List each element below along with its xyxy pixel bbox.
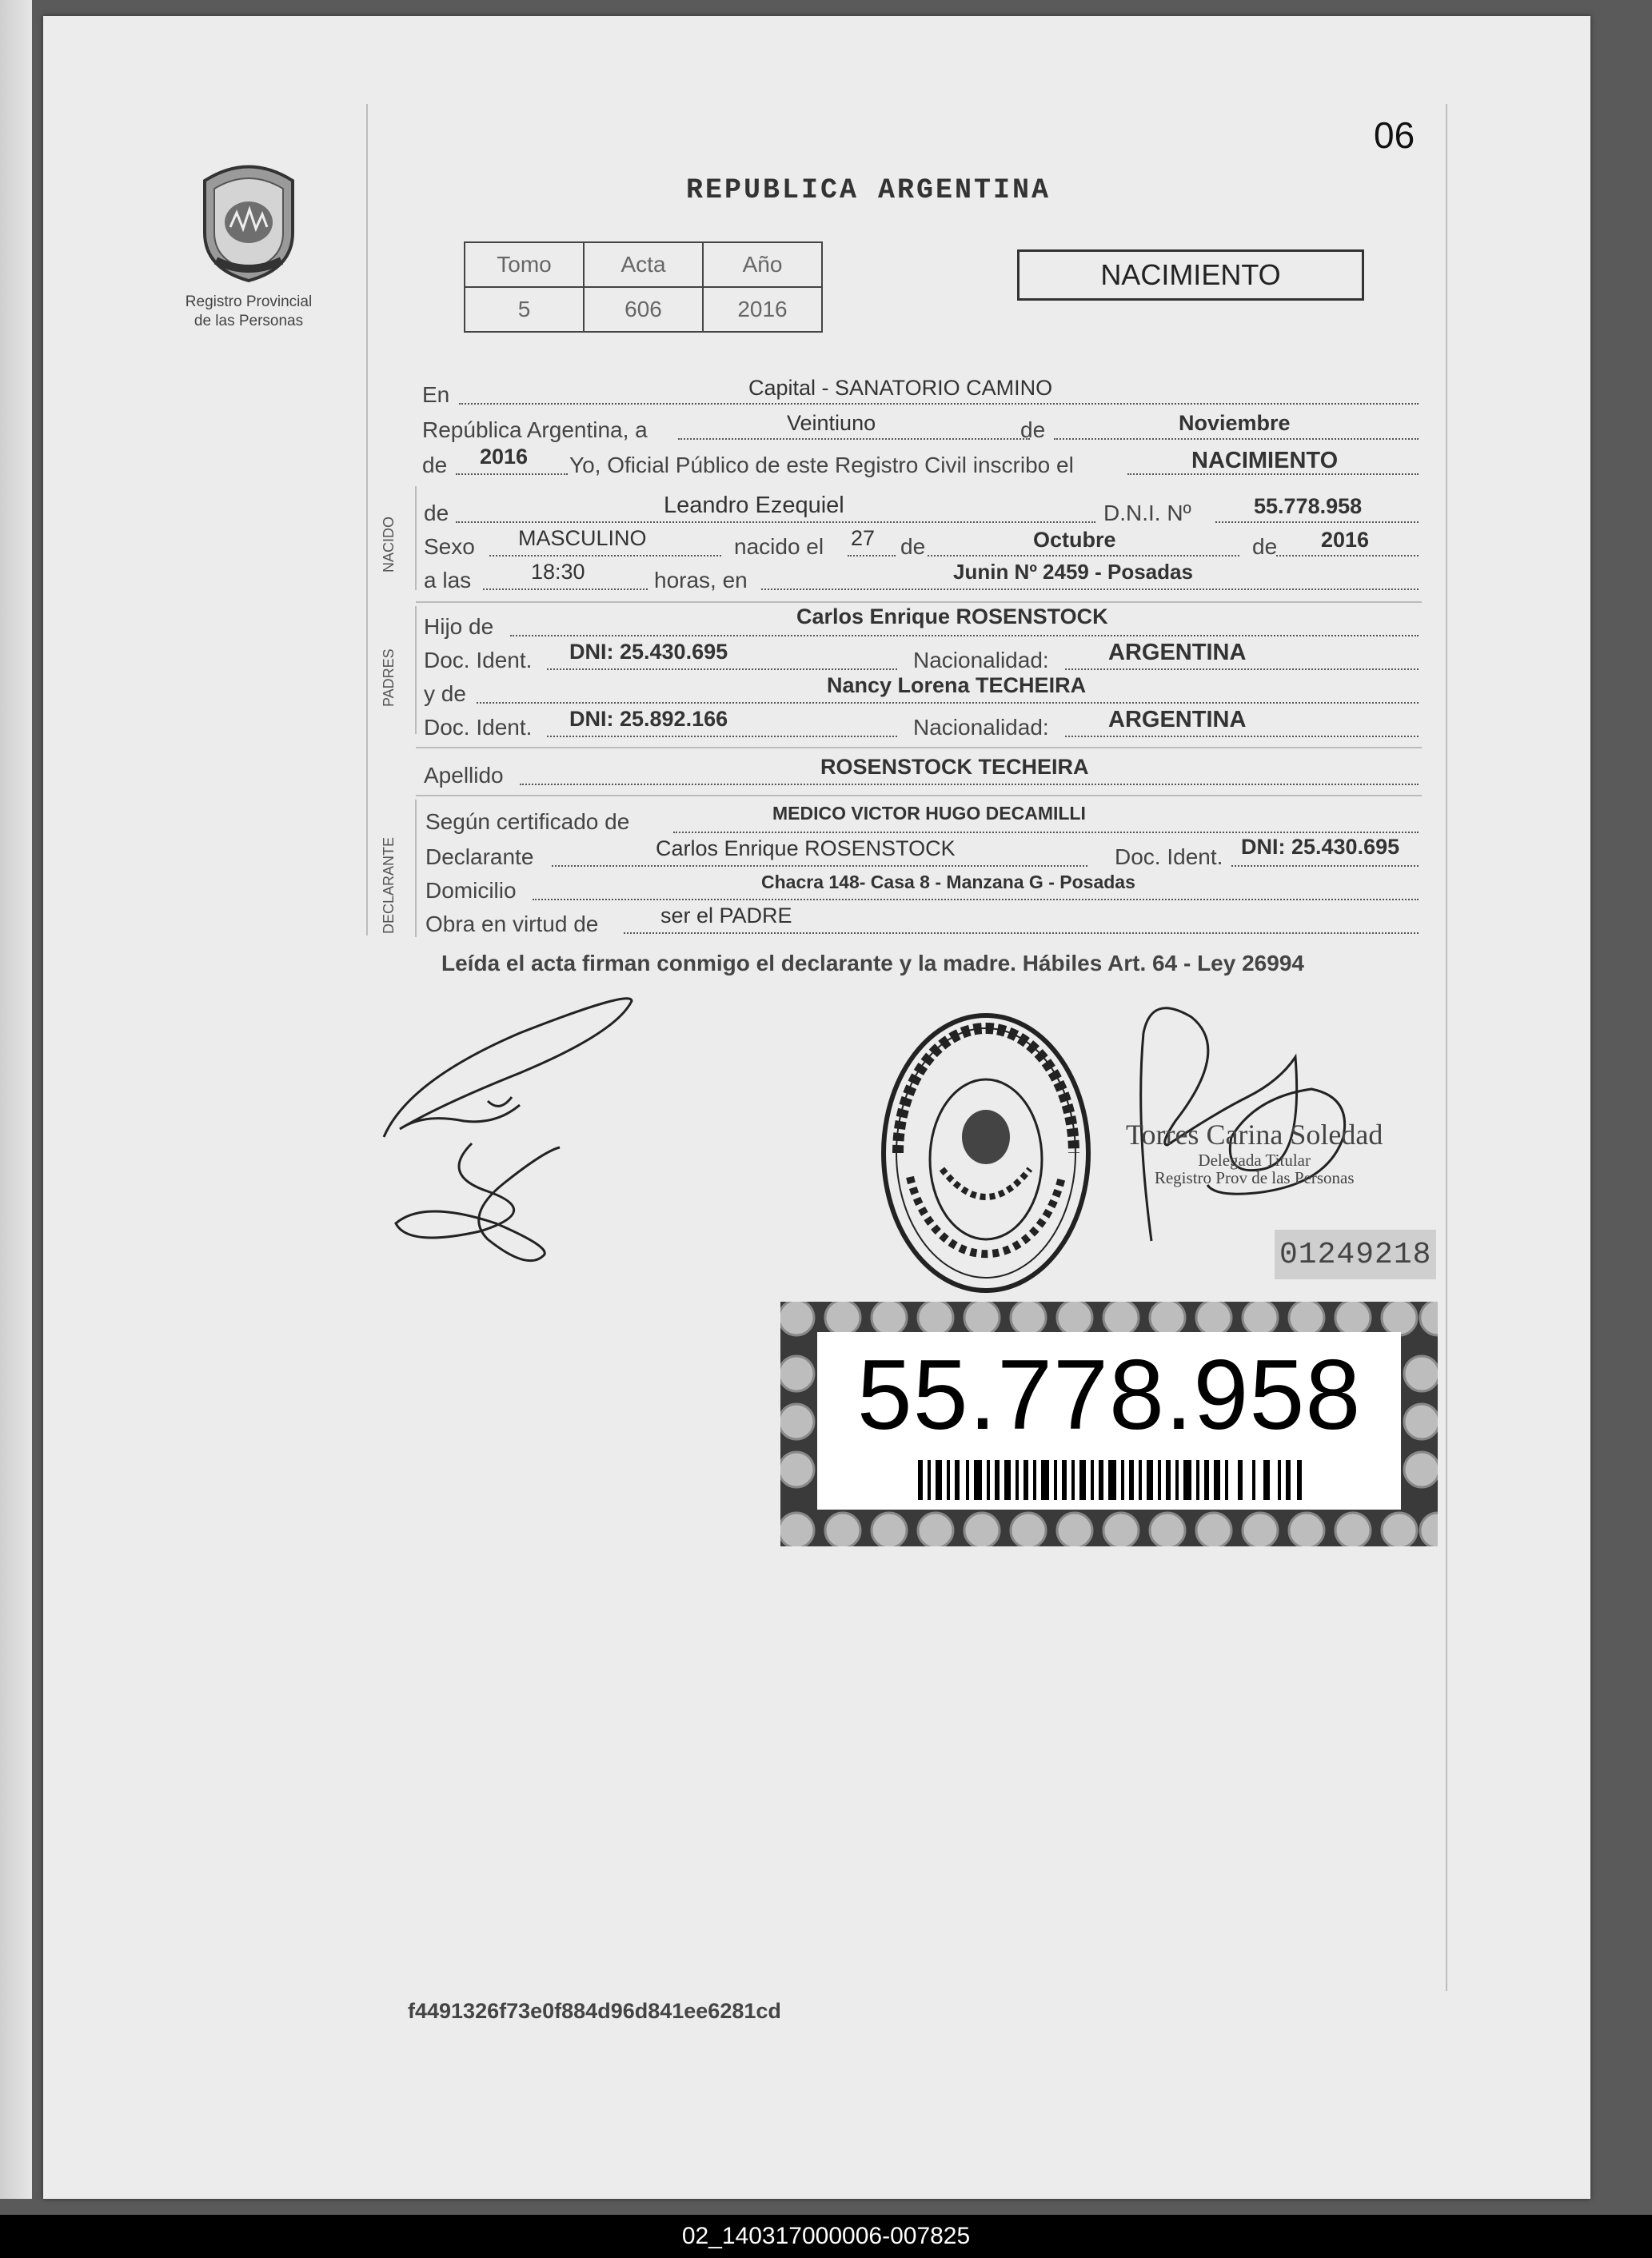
signature-declarante-icon [376,985,648,1145]
table-value-anio: 2016 [703,287,822,332]
label-de-anio-nac: de [1252,534,1278,559]
label-republica: República Argentina, a [422,417,648,442]
dotted-line [928,555,1239,557]
table-value-acta: 606 [584,287,703,332]
section-label-declarante: DECLARANTE [381,836,397,934]
value-inscribo: NACIMIENTO [1191,448,1339,473]
label-declarante: Declarante [425,844,534,869]
label-nacionalidad-padre: Nacionalidad: [913,648,1049,672]
value-nacionalidad-padre: ARGENTINA [1108,640,1247,665]
label-de-anio: de [422,453,448,477]
serial-number: 01249218 [1279,1238,1432,1272]
logo-caption: Registro Provincial de las Personas [185,293,313,329]
value-apellido: ROSENSTOCK TECHEIRA [820,755,1089,779]
value-mes-nacimiento: Octubre [1033,528,1116,552]
label-hijo-de: Hijo de [424,614,494,639]
label-obra-en-virtud: Obra en virtud de [425,912,599,936]
dotted-line [456,473,568,475]
dotted-line [1065,668,1419,670]
dotted-line [477,702,1419,704]
value-lugar-nacimiento: Junin Nº 2459 - Posadas [953,560,1193,584]
label-de-nombre: de [424,501,449,525]
label-horas-en: horas, en [654,568,748,592]
registry-stamp-icon [878,1009,1094,1297]
value-nombre-madre: Nancy Lorena TECHEIRA [827,673,1087,697]
value-dni-nacido: 55.778.958 [1254,494,1363,518]
section-divider [416,795,1422,796]
value-doc-padre: DNI: 25.430.695 [569,640,728,664]
page-frame-left-line [366,104,368,936]
label-sexo: Sexo [424,534,475,559]
value-nacionalidad-madre: ARGENTINA [1108,707,1247,732]
value-lugar-registro: Capital - SANATORIO CAMINO [748,376,1053,400]
dotted-line [1065,736,1419,737]
dotted-line [673,832,1419,833]
value-sexo: MASCULINO [518,526,647,550]
tomo-acta-anio-table [464,241,823,333]
section-bar-padres [415,606,417,734]
dotted-line [456,521,1095,523]
dotted-line [547,736,897,737]
value-nombre-padre: Carlos Enrique ROSENSTOCK [796,604,1108,628]
value-anio-registro: 2016 [480,445,529,469]
official-signature-block [1126,1118,1383,1187]
label-dni: D.N.I. Nº [1103,501,1191,525]
label-doc-ident-madre: Doc. Ident. [424,715,533,740]
dotted-line [510,635,1419,636]
label-inscribo: Yo, Oficial Público de este Registro Civil inscribo el [569,453,1074,477]
page-frame-right-line [1446,104,1447,1991]
label-doc-ident-declarante: Doc. Ident. [1115,844,1223,869]
section-bar-nacido [415,486,417,590]
dotted-line [483,588,648,590]
registry-logo [178,157,320,331]
value-declarante: Carlos Enrique ROSENSTOCK [656,836,956,860]
label-doc-ident-padre: Doc. Ident. [424,648,533,672]
label-segun-certificado: Según certificado de [425,809,630,834]
label-apellido: Apellido [424,763,504,788]
dotted-line [547,668,897,670]
section-divider [416,747,1422,748]
dotted-line [1054,438,1419,440]
dotted-line [1231,865,1419,867]
scan-footer-id: 02_140317000006-007825 [0,2215,1652,2258]
label-y-de: y de [424,681,466,706]
label-en: En [422,382,450,407]
table-header-anio: Año [703,242,822,287]
sticker-label [817,1332,1401,1510]
value-anio-nacimiento: 2016 [1321,528,1370,552]
label-domicilio: Domicilio [425,878,517,903]
signature-madre-icon [392,1135,584,1271]
value-dia-nacimiento: 27 [851,526,876,550]
label-nacido-el: nacido el [734,534,824,559]
dotted-line [1215,521,1419,523]
value-mes-registro: Noviembre [1179,411,1291,435]
document-title: REPUBLICA ARGENTINA [686,174,1051,206]
section-label-padres: PADRES [381,648,397,707]
dotted-line [1276,555,1419,557]
dotted-line [624,932,1419,934]
adjacent-page-edge [0,0,32,2199]
section-label-nacido: NACIDO [381,516,397,572]
label-de-mes: de [900,534,926,559]
dotted-line [552,865,1087,867]
value-nombre-nacido: Leandro Ezequiel [664,493,844,518]
record-type-box: NACIMIENTO [1017,249,1364,301]
label-a-las: a las [424,568,472,592]
closing-statement: Leída el acta firman conmigo el declarante y la madre. Hábiles Art. 64 - Ley 26994 [441,951,1304,975]
dotted-line [459,403,1419,405]
dotted-line [848,555,896,557]
value-certificado: MEDICO VICTOR HUGO DECAMILLI [772,803,1086,824]
label-nacionalidad-madre: Nacionalidad: [913,715,1049,740]
dotted-line [761,588,1419,590]
official-title: Delegada Titular [1198,1151,1311,1170]
table-header-tomo: Tomo [465,242,584,287]
value-dia-texto: Veintiuno [787,411,876,435]
table-header-acta: Acta [584,242,703,287]
sticker-dni-number: 55.778.958 [856,1340,1362,1450]
dotted-line [520,784,1419,785]
security-sticker [780,1302,1438,1546]
dotted-line [533,899,1419,900]
value-doc-declarante: DNI: 25.430.695 [1241,835,1400,859]
official-name: Torres Carina Soledad [1126,1119,1383,1151]
value-hora: 18:30 [531,560,585,584]
section-divider [416,601,1422,603]
label-de: de [1020,417,1046,442]
official-office: Registro Prov de las Personas [1154,1168,1355,1187]
section-bar-declarante [415,800,417,937]
value-domicilio: Chacra 148- Casa 8 - Manzana G - Posadas [761,872,1135,892]
table-value-tomo: 5 [465,287,584,332]
province-crest-icon [189,157,309,285]
document-hash: f4491326f73e0f884d96d841ee6281cd [408,1999,781,2023]
barcode-icon [918,1460,1302,1500]
page-number: 06 [1374,114,1415,156]
dotted-line [489,555,721,557]
value-obra: ser el PADRE [660,904,792,928]
dotted-line [678,438,1030,440]
value-doc-madre: DNI: 25.892.166 [569,707,728,731]
